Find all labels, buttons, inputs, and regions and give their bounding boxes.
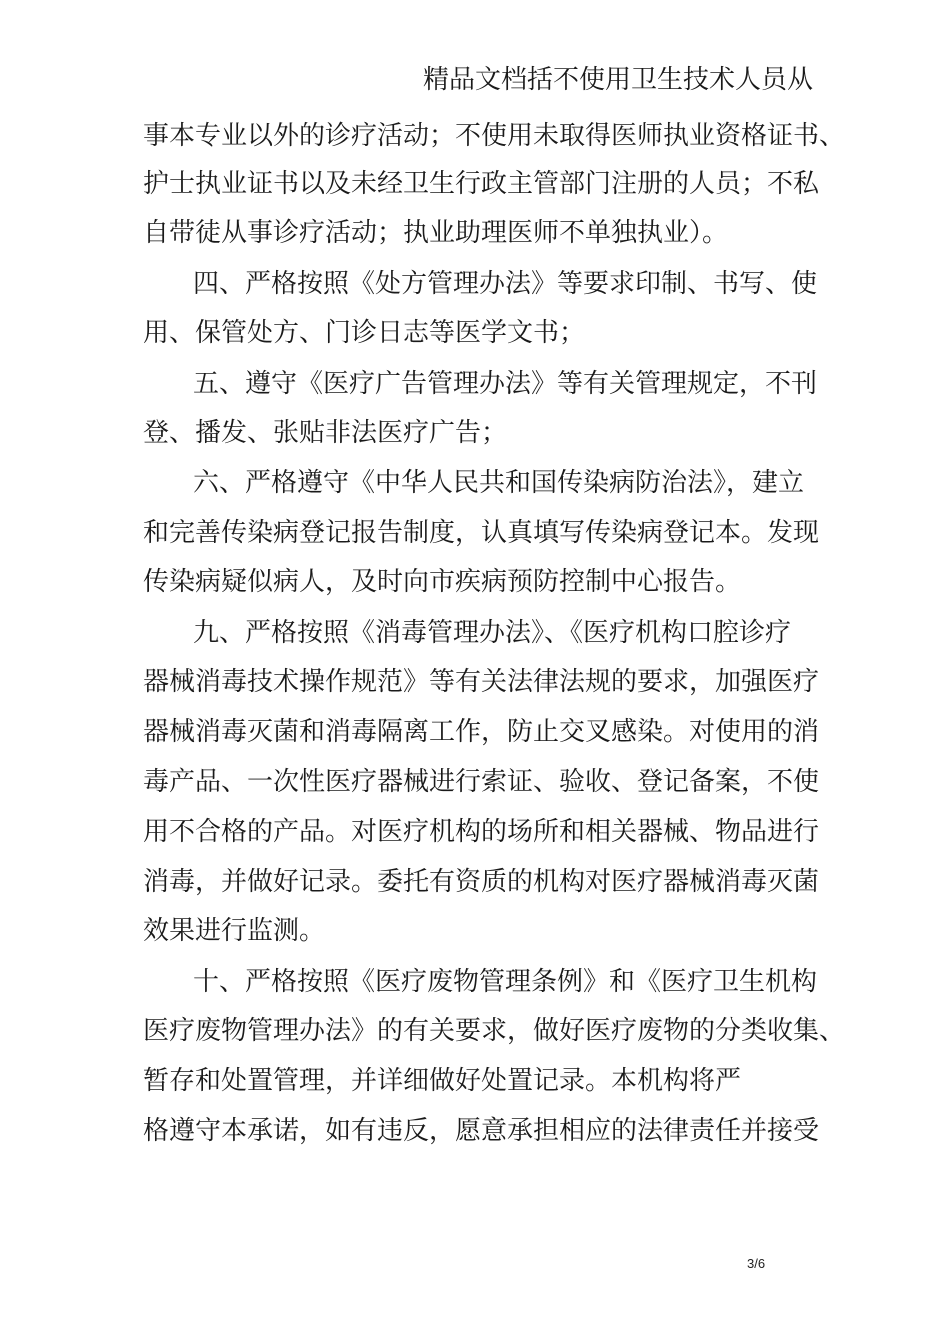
paragraph-5-line-2: 登、播发、张贴非法医疗广告；	[143, 418, 508, 448]
paragraph-9-line-3: 器械消毒灭菌和消毒隔离工作，防止交叉感染。对使用的消	[143, 717, 820, 747]
paragraph-6-line-3: 传染病疑似病人，及时向市疾病预防控制中心报告。	[143, 567, 742, 597]
paragraph-4-line-1: 四、严格按照《处方管理办法》等要求印制、书写、使	[193, 269, 818, 299]
paragraph-6-line-1: 六、严格遵守《中华人民共和国传染病防治法》，建立	[193, 468, 805, 498]
paragraph-9-line-1: 九、严格按照《消毒管理办法》、《医疗机构口腔诊疗	[193, 618, 792, 648]
paragraph-4-line-2: 用、保管处方、门诊日志等医学文书；	[143, 318, 586, 348]
paragraph-10-line-1: 十、严格按照《医疗废物管理条例》和《医疗卫生机构	[193, 967, 818, 997]
paragraph-9-line-4: 毒产品、一次性医疗器械进行索证、验收、登记备案，不使	[143, 767, 820, 797]
paragraph-9-line-7: 效果进行监测。	[143, 916, 326, 946]
text-line-1: 事本专业以外的诊疗活动；不使用未取得医师执业资格证书、	[143, 121, 846, 151]
paragraph-6-line-2: 和完善传染病登记报告制度，认真填写传染病登记本。发现	[143, 518, 820, 548]
header-line: 精品文档括不使用卫生技术人员从	[423, 65, 814, 95]
paragraph-9-line-6: 消毒，并做好记录。委托有资质的机构对医疗器械消毒灭菌	[143, 867, 820, 897]
paragraph-10-line-4: 格遵守本承诺，如有违反，愿意承担相应的法律责任并接受	[143, 1116, 820, 1146]
paragraph-10-line-2: 医疗废物管理办法》的有关要求，做好医疗废物的分类收集、	[143, 1016, 846, 1046]
text-line-2: 护士执业证书以及未经卫生行政主管部门注册的人员；不私	[143, 169, 820, 199]
paragraph-9-line-5: 用不合格的产品。对医疗机构的场所和相关器械、物品进行	[143, 817, 820, 847]
paragraph-5-line-1: 五、遵守《医疗广告管理办法》等有关管理规定，不刊	[193, 369, 818, 399]
paragraph-10-line-3: 暂存和处置管理，并详细做好处置记录。本机构将严	[143, 1066, 742, 1096]
page-number: 3/6	[747, 1256, 766, 1271]
text-line-3: 自带徒从事诊疗活动；执业助理医师不单独执业）。	[143, 218, 729, 248]
paragraph-9-line-2: 器械消毒技术操作规范》等有关法律法规的要求，加强医疗	[143, 667, 820, 697]
